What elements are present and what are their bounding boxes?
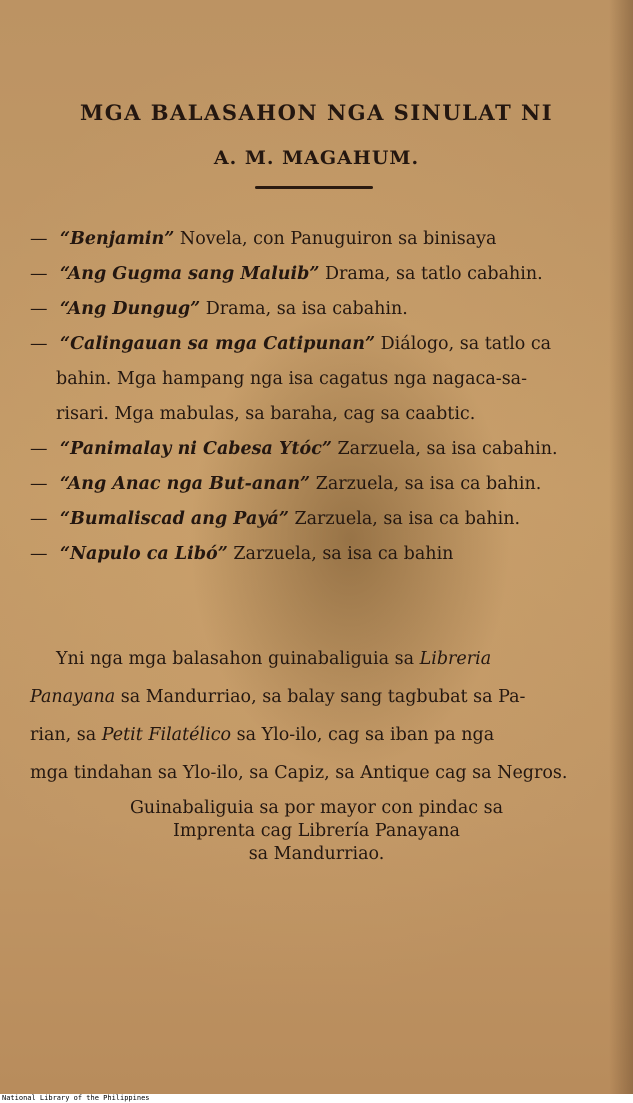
publisher-line: Guinabaliguia sa por mayor con pindac sa	[129, 798, 504, 818]
entry-continuation: risari. Mga mabulas, sa baraha, cag sa caabtic.	[56, 404, 476, 424]
paragraph-line: mga tindahan sa Ylo-ilo, sa Capiz, sa Antique cag sa Negros.	[30, 763, 568, 783]
entry-dash: —	[30, 334, 48, 354]
paragraph-text: sa Ylo-ilo, cag sa iban pa nga	[231, 725, 495, 745]
work-title: “Ang Dungug”	[60, 299, 201, 319]
work-title: “Ang Gugma sang Maluib”	[60, 264, 320, 284]
entry-dash: —	[30, 229, 48, 249]
page-title: MGA BALASAHON NGA SINULAT NI	[79, 100, 554, 125]
paragraph-line	[30, 678, 620, 716]
sales-paragraph	[30, 640, 620, 792]
paragraph-line	[30, 640, 620, 678]
entry-dash: —	[30, 264, 48, 284]
list-item	[30, 502, 620, 537]
entry-dash: —	[30, 439, 48, 459]
work-description: Zarzuela, sa isa cabahin.	[331, 439, 558, 459]
entry-dash: —	[30, 474, 48, 494]
entry-dash: —	[30, 299, 48, 319]
work-description: Drama, sa tatlo cabahin.	[319, 264, 543, 284]
work-title: “Ang Anac nga But-anan”	[60, 474, 311, 494]
list-item	[30, 327, 620, 432]
work-title: “Napulo ca Libó”	[60, 544, 228, 564]
list-item	[30, 222, 620, 257]
work-title: “Panimalay ni Cabesa Ytóc”	[60, 439, 332, 459]
work-title: “Calingauan sa mga Catipunan”	[60, 334, 376, 354]
works-list	[30, 222, 620, 572]
work-description: Zarzuela, sa isa ca bahin	[227, 544, 454, 564]
store-name: Libreria	[419, 649, 492, 669]
entry-dash: —	[30, 544, 48, 564]
publisher-line: Imprenta cag Librería Panayana	[173, 821, 460, 841]
paragraph-text: rian, sa	[30, 725, 102, 745]
work-description: Drama, sa isa cabahin.	[200, 299, 408, 319]
work-description: Novela, con Panuguiron sa binisaya	[174, 229, 497, 249]
entry-continuation: bahin. Mga hampang nga isa cagatus nga nagaca-sa-	[56, 369, 528, 389]
author-name: A. M. MAGAHUM.	[213, 147, 420, 169]
list-item	[30, 257, 620, 292]
paragraph-line	[30, 716, 620, 754]
work-description: Diálogo, sa tatlo ca	[375, 334, 552, 354]
title-divider	[255, 186, 373, 189]
store-name: Panayana	[30, 687, 116, 707]
list-item	[30, 467, 620, 502]
paragraph-text: sa Mandurriao, sa balay sang tagbubat sa Pa-	[115, 687, 526, 707]
publisher-line: sa Mandurriao.	[248, 844, 385, 864]
library-credit: National Library of the Philippines	[2, 1094, 150, 1102]
entry-dash: —	[30, 509, 48, 529]
work-title: “Benjamin”	[60, 229, 175, 249]
list-item	[30, 432, 620, 467]
publisher-note	[0, 797, 633, 866]
list-item	[30, 537, 620, 572]
store-name: Petit Filatélico	[101, 725, 232, 745]
work-title: “Bumaliscad ang Payá”	[60, 509, 289, 529]
work-description: Zarzuela, sa isa ca bahin.	[310, 474, 542, 494]
paragraph-text: Yni nga mga balasahon guinabaliguia sa	[56, 649, 420, 669]
work-description: Zarzuela, sa isa ca bahin.	[288, 509, 521, 529]
list-item	[30, 292, 620, 327]
